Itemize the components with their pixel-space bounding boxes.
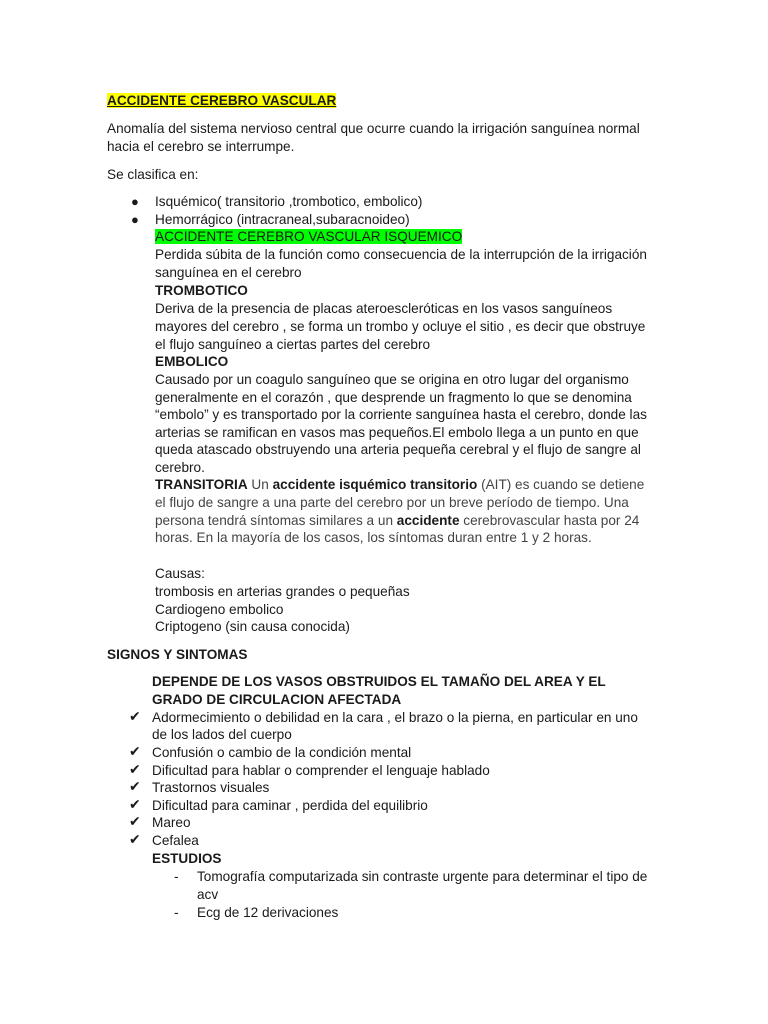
isquemico-heading (155, 228, 462, 246)
transitoria-text-c: (AIT) es cuando se detiene (477, 477, 645, 492)
bullet-icon: ● (131, 212, 139, 227)
checkmark-icon: ✔ (129, 709, 141, 725)
trombotico-line-3: el flujo sanguíneo a ciertas partes del cerebro (155, 337, 431, 352)
embolico-heading: EMBOLICO (155, 354, 229, 369)
intro-line-2: hacia el cerebro se interrumpe. (107, 139, 295, 154)
isquemico-line-1: Perdida súbita de la función como consecuencia de la interrupción de la irrigación (155, 247, 647, 262)
transitoria-l3-c: cerebrovascular hasta por 24 (459, 513, 640, 528)
dash-icon: - (174, 905, 179, 920)
trombotico-line-1: Deriva de la presencia de placas ateroescleróticas en los vasos sanguíneos (155, 301, 613, 316)
signos-heading: SIGNOS Y SINTOMAS (107, 647, 248, 662)
embolico-line-4: arterias se ramifican en vasos mas pequeños.El embolo llega a un punto en que (155, 425, 639, 440)
checkmark-icon: ✔ (129, 832, 141, 848)
embolico-line-6: cerebro. (155, 460, 205, 475)
estudio-item-line-2: acv (197, 887, 219, 902)
title-text: ACCIDENTE CEREBRO VASCULAR (107, 93, 337, 108)
classify-label: Se clasifica en: (107, 167, 199, 182)
causa-item: trombosis en arterias grandes o pequeñas (155, 584, 410, 599)
checkmark-icon: ✔ (129, 797, 141, 813)
depende-line-1: DEPENDE DE LOS VASOS OBSTRUIDOS EL TAMAÑO DEL AREA Y EL (152, 674, 606, 689)
transitoria-text-a: Un (247, 477, 273, 492)
transitoria-line-1 (155, 476, 644, 494)
embolico-line-2: generalmente en el corazón , que desprende un fragmento lo que se denomina (155, 390, 632, 405)
estudio-item: Ecg de 12 derivaciones (197, 905, 339, 920)
document-title (107, 92, 336, 110)
transitoria-l3-a: persona tendrá síntomas similares a un (155, 513, 397, 528)
causa-item: Criptogeno (sin causa conocida) (155, 619, 350, 634)
transitoria-text-b: accidente isquémico transitorio (272, 477, 478, 492)
isquemico-line-2: sanguínea en el cerebro (155, 265, 302, 280)
causas-label: Causas: (155, 566, 205, 581)
checkmark-icon: ✔ (129, 779, 141, 795)
sintoma-item: Confusión o cambio de la condición mental (152, 745, 412, 760)
bullet-item-isquemico: Isquémico( transitorio ,trombotico, embolico) (155, 194, 423, 209)
bullet-item-hemorragico: Hemorrágico (intracraneal,subaracnoideo) (155, 212, 410, 227)
transitoria-heading: TRANSITORIA (155, 477, 248, 492)
dash-icon: - (174, 869, 179, 884)
estudios-heading: ESTUDIOS (152, 851, 222, 866)
embolico-line-1: Causado por un coagulo sanguíneo que se origina en otro lugar del organismo (155, 372, 629, 387)
sintoma-item: Cefalea (152, 833, 199, 848)
trombotico-heading: TROMBOTICO (155, 283, 248, 298)
depende-line-2: GRADO DE CIRCULACION AFECTADA (152, 692, 402, 707)
sintoma-item-line-2: de los lados del cuerpo (152, 727, 292, 742)
checkmark-icon: ✔ (129, 744, 141, 760)
isquemico-heading-text: ACCIDENTE CEREBRO VASCULAR ISQUEMICO (155, 229, 463, 244)
sintoma-item: Trastornos visuales (152, 780, 270, 795)
bullet-icon: ● (131, 194, 139, 209)
trombotico-line-2: mayores del cerebro , se forma un trombo y ocluye el sitio , es decir que obstruye (155, 319, 646, 334)
sintoma-item: Dificultad para hablar o comprender el lenguaje hablado (152, 763, 490, 778)
sintoma-item: Mareo (152, 815, 191, 830)
sintoma-item-line-1: Adormecimiento o debilidad en la cara , el brazo o la pierna, en particular en uno (152, 710, 638, 725)
estudio-item-line-1: Tomografía computarizada sin contraste urgente para determinar el tipo de (197, 869, 648, 884)
transitoria-line-3 (155, 512, 639, 530)
embolico-line-5: queda atascado obstruyendo una arteria pequeña cerebral y el flujo de sangre al (155, 442, 641, 457)
intro-line-1: Anomalía del sistema nervioso central que ocurre cuando la irrigación sanguínea normal (107, 121, 640, 136)
transitoria-line-4: horas. En la mayoría de los casos, los síntomas duran entre 1 y 2 horas. (155, 530, 592, 545)
causa-item: Cardiogeno embolico (155, 602, 284, 617)
transitoria-line-2: el flujo de sangre a una parte del cerebro por un breve período de tiempo. Una (155, 495, 629, 510)
transitoria-l3-b: accidente (396, 513, 460, 528)
embolico-line-3: “embolo” y es transportado por la corriente sanguínea hasta el cerebro, donde las (155, 407, 647, 422)
checkmark-icon: ✔ (129, 762, 141, 778)
checkmark-icon: ✔ (129, 814, 141, 830)
sintoma-item: Dificultad para caminar , perdida del equilibrio (152, 798, 428, 813)
